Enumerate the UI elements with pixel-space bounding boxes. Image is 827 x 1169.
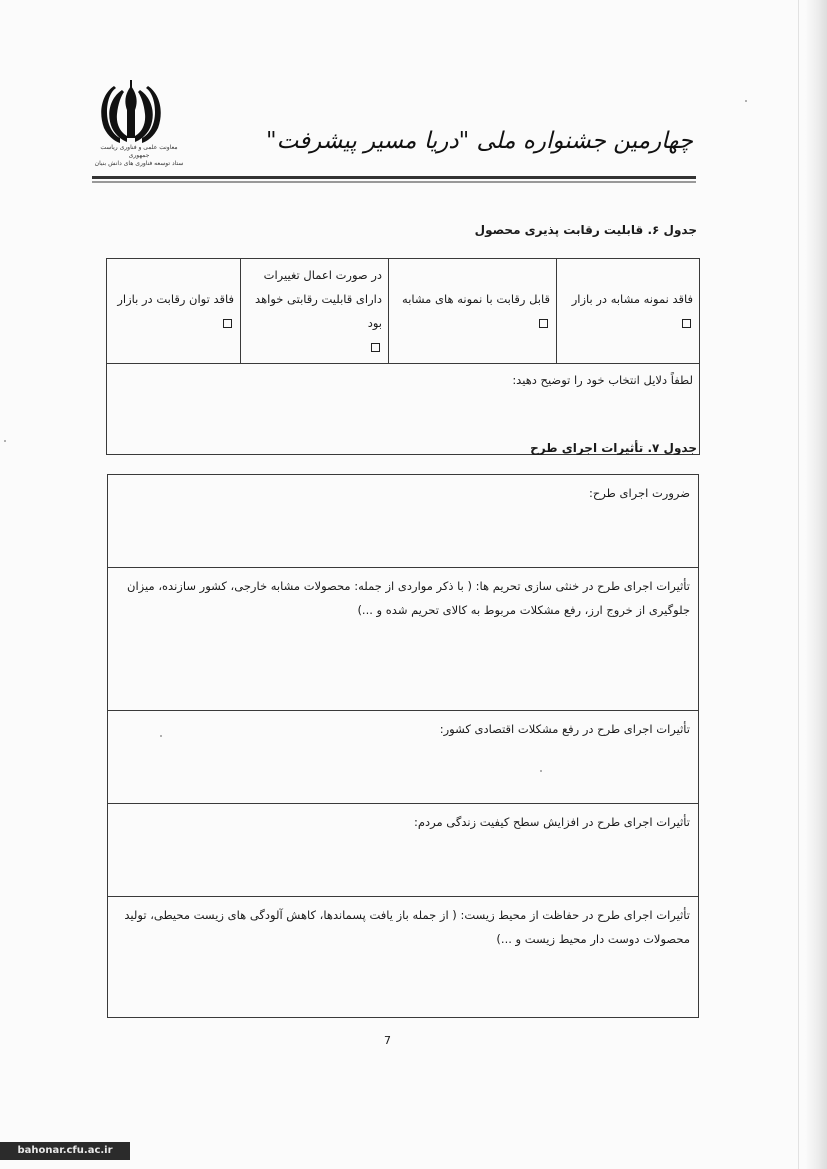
scan-speck <box>745 100 747 102</box>
table7-caption: جدول ۷. تأثیرات اجرای طرح <box>530 441 697 455</box>
checkbox-no-similar[interactable] <box>682 319 691 328</box>
impact-label-quality-of-life: تأثیرات اجرای طرح در افزایش سطح کیفیت زندگی مردم: <box>413 815 690 829</box>
explain-reasons-prompt: لطفاً دلایل انتخاب خود را توضیح دهید: <box>512 373 693 387</box>
impact-cell-quality-of-life[interactable] <box>108 804 699 897</box>
project-impacts-table <box>107 474 699 1018</box>
option-label-no-similar: فاقد نمونه مشابه در بازار <box>571 292 693 306</box>
header-rule <box>92 176 696 179</box>
emblem-caption <box>94 144 184 168</box>
option-label-competitive: قابل رقابت با نمونه های مشابه <box>402 292 550 306</box>
impact-cell-environment[interactable] <box>108 897 699 1018</box>
festival-title: چهارمین جشنواره ملی "دریا مسیر پیشرفت" <box>266 128 693 154</box>
footer-site-badge[interactable]: bahonar.cfu.ac.ir <box>0 1142 130 1160</box>
checkbox-with-changes[interactable] <box>371 343 380 352</box>
competitiveness-table <box>106 258 700 455</box>
scan-speck <box>540 770 542 772</box>
impact-cell-necessity[interactable] <box>108 475 699 568</box>
table6-caption: جدول ۶. قابلیت رقابت پذیری محصول <box>474 223 697 237</box>
option-label-not-competitive: فاقد توان رقابت در بازار <box>117 292 234 306</box>
checkbox-not-competitive[interactable] <box>223 319 232 328</box>
option-cell-with-changes[interactable] <box>241 259 389 364</box>
page-edge-shadow <box>805 0 827 1169</box>
scan-speck <box>4 440 6 442</box>
scan-speck <box>160 735 162 737</box>
impact-cell-economy[interactable] <box>108 711 699 804</box>
header-rule-secondary <box>92 181 696 183</box>
option-cell-competitive[interactable] <box>389 259 557 364</box>
page-edge-line <box>798 0 799 1169</box>
emblem-caption-line-1: معاونت علمی و فناوری ریاست جمهوری <box>100 144 178 159</box>
option-cell-no-similar[interactable] <box>557 259 700 364</box>
impact-label-sanctions: تأثیرات اجرای طرح در خنثی سازی تحریم ها: ( با ذکر مواردی از جمله: محصولات مشابه خارجی، کشور سازنده، میزان جلوگیری از خروج ارز، رفع مشکلات مربوط به کالای تحریم شده و ...) <box>127 579 690 617</box>
option-cell-not-competitive[interactable] <box>107 259 241 364</box>
impact-label-environment: تأثیرات اجرای طرح در حفاظت از محیط زیست: ( از جمله باز یافت پسماندها، کاهش آلودگی های زیست محیطی، تولید محصولات دوست دار محیط زیست و ...) <box>124 908 690 946</box>
checkbox-competitive[interactable] <box>539 319 548 328</box>
impact-label-economy: تأثیرات اجرای طرح در رفع مشکلات اقتصادی کشور: <box>439 722 690 736</box>
option-label-with-changes: در صورت اعمال تغییرات دارای قابلیت رقابتی خواهد بود <box>255 268 382 330</box>
impact-cell-sanctions[interactable] <box>108 568 699 711</box>
emblem-caption-line-2: ستاد توسعه فناوری های دانش بنیان <box>94 160 184 167</box>
impact-label-necessity: ضرورت اجرای طرح: <box>589 486 690 500</box>
page-number: 7 <box>384 1034 391 1047</box>
